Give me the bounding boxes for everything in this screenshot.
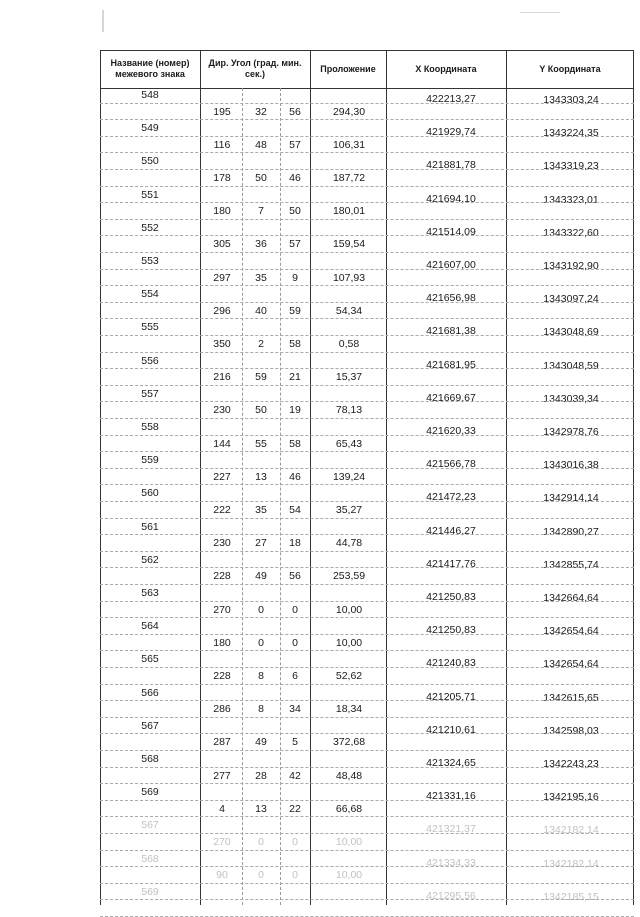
angle-minutes: 50 <box>255 172 267 184</box>
segment-length: 44,78 <box>335 537 363 550</box>
row-divider <box>100 335 634 336</box>
angle-degrees: 228 <box>213 570 231 583</box>
point-number: 564 <box>141 620 159 633</box>
y-coordinate: 1342978,76 <box>543 426 599 438</box>
angle-degrees: 222 <box>213 504 231 516</box>
angle-minutes: 13 <box>255 470 267 483</box>
point-number: 550 <box>141 155 159 168</box>
point-number: 556 <box>141 354 159 367</box>
row-divider <box>100 318 634 319</box>
row-divider <box>100 352 634 353</box>
angle-minutes: 8 <box>258 670 264 682</box>
row-divider <box>100 617 634 618</box>
row-divider <box>100 717 634 718</box>
segment-length: 65,43 <box>335 437 363 450</box>
row-divider <box>100 285 634 286</box>
y-coordinate: 1343016,38 <box>543 459 599 472</box>
angle-minutes: 0 <box>258 836 264 848</box>
angle-minutes: 28 <box>255 769 267 782</box>
angle-degrees: 216 <box>213 371 231 384</box>
angle-seconds: 56 <box>289 570 301 583</box>
row-divider <box>100 269 634 270</box>
point-number: 552 <box>141 221 159 234</box>
point-number: 558 <box>141 421 159 433</box>
header-y-coordinate: Y Координата <box>539 63 601 74</box>
y-coordinate: 1343323,01 <box>543 193 599 206</box>
angle-seconds: 42 <box>289 769 301 782</box>
segment-length: 54,34 <box>335 304 363 317</box>
x-coordinate: 421656,98 <box>426 292 476 305</box>
point-number: 569 <box>141 786 159 799</box>
angle-minutes: 55 <box>255 437 267 450</box>
header-length: Проложение <box>320 63 376 74</box>
row-divider <box>100 252 634 253</box>
point-number: 567 <box>141 719 159 732</box>
angle-seconds: 50 <box>289 205 301 218</box>
table-border-top <box>100 50 634 51</box>
angle-minutes: 7 <box>258 205 264 218</box>
angle-minutes: 13 <box>255 802 267 815</box>
row-divider <box>100 567 634 568</box>
segment-length: 180,01 <box>332 205 366 218</box>
row-divider <box>100 103 634 104</box>
y-coordinate: 1342195,16 <box>543 791 599 804</box>
table-border-right <box>633 50 634 905</box>
point-number: 553 <box>141 255 159 267</box>
segment-length: 106,31 <box>332 138 366 151</box>
angle-seconds: 6 <box>292 670 298 682</box>
y-coordinate: 1343097,24 <box>543 293 599 306</box>
segment-length: 10,00 <box>335 869 363 882</box>
row-divider <box>100 816 634 817</box>
angle-seconds: 0 <box>292 603 298 616</box>
point-number: 563 <box>141 587 159 599</box>
row-divider <box>100 368 634 369</box>
angle-minutes: 49 <box>255 736 267 749</box>
row-divider <box>100 451 634 452</box>
point-number: 569 <box>141 885 159 898</box>
angle-seconds: 46 <box>289 172 301 184</box>
row-divider <box>100 584 634 585</box>
angle-seconds: 59 <box>289 304 301 317</box>
x-coordinate: 421681,95 <box>426 358 476 371</box>
angle-degrees: 116 <box>213 138 231 151</box>
row-divider <box>100 750 634 751</box>
column-divider <box>310 50 311 905</box>
point-number: 561 <box>141 520 159 533</box>
row-divider <box>100 186 634 187</box>
row-divider <box>100 800 634 801</box>
angle-degrees: 297 <box>213 271 231 284</box>
angle-minutes: 8 <box>258 703 264 716</box>
x-coordinate: 421250,83 <box>426 624 476 637</box>
point-number: 555 <box>141 321 159 334</box>
angle-seconds: 46 <box>289 470 301 483</box>
x-coordinate: 421205,71 <box>426 690 476 703</box>
angle-minutes: 35 <box>255 271 267 284</box>
y-coordinate: 1343039,34 <box>543 392 599 405</box>
angle-seconds: 57 <box>289 138 301 151</box>
angle-seconds: 0 <box>292 636 298 649</box>
x-coordinate: 421929,74 <box>426 126 476 139</box>
x-coordinate: 421694,10 <box>426 192 476 205</box>
y-coordinate: 1343319,23 <box>543 160 599 173</box>
angle-seconds: 58 <box>289 338 301 350</box>
angle-minutes: 2 <box>258 338 264 350</box>
angle-minutes: 48 <box>255 138 267 151</box>
x-coordinate: 421446,27 <box>426 524 476 537</box>
row-divider <box>100 700 634 701</box>
segment-length: 35,27 <box>335 504 363 516</box>
angle-degrees: 228 <box>213 670 231 682</box>
segment-length: 0,58 <box>338 338 360 350</box>
segment-length: 48,48 <box>335 769 363 782</box>
segment-length: 253,59 <box>332 570 366 583</box>
angle-seconds: 21 <box>289 371 301 384</box>
x-coordinate: 421881,78 <box>426 159 476 172</box>
x-coordinate: 421321,37 <box>426 823 476 836</box>
angle-minutes: 40 <box>255 304 267 317</box>
y-coordinate: 1342890,27 <box>543 525 599 538</box>
row-divider <box>100 468 634 469</box>
segment-length: 372,68 <box>332 736 366 749</box>
row-divider <box>100 551 634 552</box>
x-coordinate: 421681,38 <box>426 325 476 338</box>
row-divider <box>100 235 634 236</box>
point-number: 567 <box>141 819 159 832</box>
angle-degrees: 230 <box>213 404 231 417</box>
segment-length: 78,13 <box>335 404 363 417</box>
angle-minutes: 36 <box>255 238 267 251</box>
segment-length: 10,00 <box>335 636 363 649</box>
angle-seconds: 54 <box>289 504 301 516</box>
angle-degrees: 180 <box>213 636 231 649</box>
row-divider <box>100 435 634 436</box>
y-coordinate: 1342664,64 <box>543 592 599 604</box>
angle-degrees: 90 <box>216 869 228 882</box>
angle-seconds: 56 <box>289 105 301 118</box>
y-coordinate: 1343048,69 <box>543 326 599 339</box>
segment-length: 107,93 <box>332 271 366 284</box>
point-number: 557 <box>141 387 159 400</box>
point-number: 562 <box>141 553 159 566</box>
y-coordinate: 1342243,23 <box>543 758 599 770</box>
segment-length: 10,00 <box>335 836 363 848</box>
segment-length: 159,54 <box>332 238 366 251</box>
angle-degrees: 4 <box>219 802 225 815</box>
row-divider <box>100 733 634 734</box>
y-coordinate: 1342182,14 <box>543 857 599 870</box>
angle-seconds: 9 <box>292 271 298 284</box>
x-coordinate: 421607,00 <box>426 259 476 271</box>
x-coordinate: 421210,61 <box>426 723 476 736</box>
angle-seconds: 5 <box>292 736 298 749</box>
x-coordinate: 421250,83 <box>426 591 476 603</box>
scan-artifact <box>520 12 560 13</box>
point-number: 549 <box>141 122 159 135</box>
x-coordinate: 421240,83 <box>426 657 476 670</box>
row-divider <box>100 667 634 668</box>
row-divider <box>100 899 634 900</box>
point-number: 559 <box>141 454 159 467</box>
angle-degrees: 305 <box>213 238 231 251</box>
angle-degrees: 180 <box>213 205 231 218</box>
header-direction-angle: Дир. Угол (град. мин. сек.) <box>208 58 302 79</box>
row-divider <box>100 783 634 784</box>
column-divider <box>200 50 201 905</box>
column-divider <box>386 50 387 905</box>
angle-degrees: 286 <box>213 703 231 716</box>
row-divider <box>100 833 634 834</box>
x-coordinate: 421669,67 <box>426 391 476 404</box>
row-divider <box>100 534 634 535</box>
x-coordinate: 421331,16 <box>426 790 476 803</box>
segment-length: 139,24 <box>332 470 366 483</box>
angle-seconds: 58 <box>289 437 301 450</box>
angle-minutes: 27 <box>255 537 267 550</box>
row-divider <box>100 484 634 485</box>
angle-degrees: 296 <box>213 304 231 317</box>
angle-seconds: 34 <box>289 703 301 716</box>
angle-minutes: 0 <box>258 603 264 616</box>
point-number: 551 <box>141 188 159 201</box>
segment-length: 18,34 <box>335 703 363 716</box>
angle-seconds: 57 <box>289 238 301 251</box>
x-coordinate: 421472,23 <box>426 491 476 504</box>
angle-degrees: 287 <box>213 736 231 749</box>
row-divider <box>100 501 634 502</box>
y-coordinate: 1343303,24 <box>543 94 599 106</box>
angle-degrees: 230 <box>213 537 231 550</box>
row-divider <box>100 401 634 402</box>
row-divider <box>100 152 634 153</box>
row-divider <box>100 169 634 170</box>
angle-degrees: 270 <box>213 836 231 848</box>
column-divider <box>506 50 507 905</box>
x-coordinate: 421514,09 <box>426 225 476 238</box>
row-divider <box>100 767 634 768</box>
segment-length: 294,30 <box>332 105 366 118</box>
x-coordinate: 421620,33 <box>426 425 476 437</box>
segment-length: 15,37 <box>335 371 363 384</box>
angle-degrees: 350 <box>213 338 231 350</box>
y-coordinate: 1342615,65 <box>543 691 599 704</box>
y-coordinate: 1342654,64 <box>543 625 599 638</box>
header-point-name: Название (номер) межевого знака <box>110 58 190 79</box>
y-coordinate: 1343322,60 <box>543 226 599 239</box>
x-coordinate: 421295,56 <box>426 889 476 902</box>
row-divider <box>100 202 634 203</box>
angle-seconds: 22 <box>289 802 301 815</box>
row-divider <box>100 650 634 651</box>
row-divider <box>100 601 634 602</box>
angle-degrees: 227 <box>213 470 231 483</box>
angle-degrees: 178 <box>213 172 231 184</box>
angle-seconds: 0 <box>292 869 298 882</box>
angle-minutes: 32 <box>255 105 267 118</box>
segment-length: 10,00 <box>335 603 363 616</box>
segment-length: 52,62 <box>335 670 363 682</box>
coordinates-table <box>100 50 634 905</box>
angle-minutes: 0 <box>258 869 264 882</box>
y-coordinate: 1342185,15 <box>543 890 599 903</box>
scan-artifact <box>102 10 104 32</box>
angle-minutes: 35 <box>255 504 267 516</box>
angle-degrees: 195 <box>213 105 231 118</box>
row-divider <box>100 418 634 419</box>
y-coordinate: 1343224,35 <box>543 127 599 140</box>
point-number: 568 <box>141 753 159 765</box>
y-coordinate: 1342598,03 <box>543 724 599 737</box>
y-coordinate: 1343048,59 <box>543 359 599 372</box>
row-divider <box>100 518 634 519</box>
angle-degrees: 144 <box>213 437 231 450</box>
y-coordinate: 1342654,64 <box>543 658 599 671</box>
segment-length: 187,72 <box>332 172 366 184</box>
y-coordinate: 1342914,14 <box>543 492 599 505</box>
x-coordinate: 421334,33 <box>426 856 476 869</box>
point-number: 554 <box>141 288 159 301</box>
angle-seconds: 0 <box>292 836 298 848</box>
x-coordinate: 421417,76 <box>426 557 476 570</box>
y-coordinate: 1342182,14 <box>543 824 599 837</box>
angle-minutes: 59 <box>255 371 267 384</box>
point-number: 566 <box>141 686 159 699</box>
row-divider <box>100 136 634 137</box>
row-divider <box>100 385 634 386</box>
angle-degrees: 270 <box>213 603 231 616</box>
y-coordinate: 1343192,90 <box>543 260 599 272</box>
point-number: 548 <box>141 89 159 101</box>
x-coordinate: 421324,65 <box>426 757 476 769</box>
point-number: 565 <box>141 653 159 666</box>
angle-minutes: 49 <box>255 570 267 583</box>
header-x-coordinate: X Координата <box>415 63 477 74</box>
table-border-left <box>100 50 101 905</box>
point-number: 560 <box>141 487 159 500</box>
segment-length: 66,68 <box>335 802 363 815</box>
row-divider <box>100 302 634 303</box>
x-coordinate: 422213,27 <box>426 93 476 105</box>
row-divider <box>100 850 634 851</box>
y-coordinate: 1342855,74 <box>543 558 599 571</box>
row-divider <box>100 684 634 685</box>
row-divider <box>100 219 634 220</box>
row-divider <box>100 119 634 120</box>
row-divider <box>100 634 634 635</box>
point-number: 568 <box>141 852 159 865</box>
row-divider <box>100 866 634 867</box>
angle-degrees: 277 <box>213 769 231 782</box>
angle-minutes: 50 <box>255 404 267 417</box>
row-divider <box>100 883 634 884</box>
angle-minutes: 0 <box>258 636 264 649</box>
x-coordinate: 421566,78 <box>426 458 476 471</box>
angle-seconds: 18 <box>289 537 301 550</box>
angle-seconds: 19 <box>289 404 301 417</box>
